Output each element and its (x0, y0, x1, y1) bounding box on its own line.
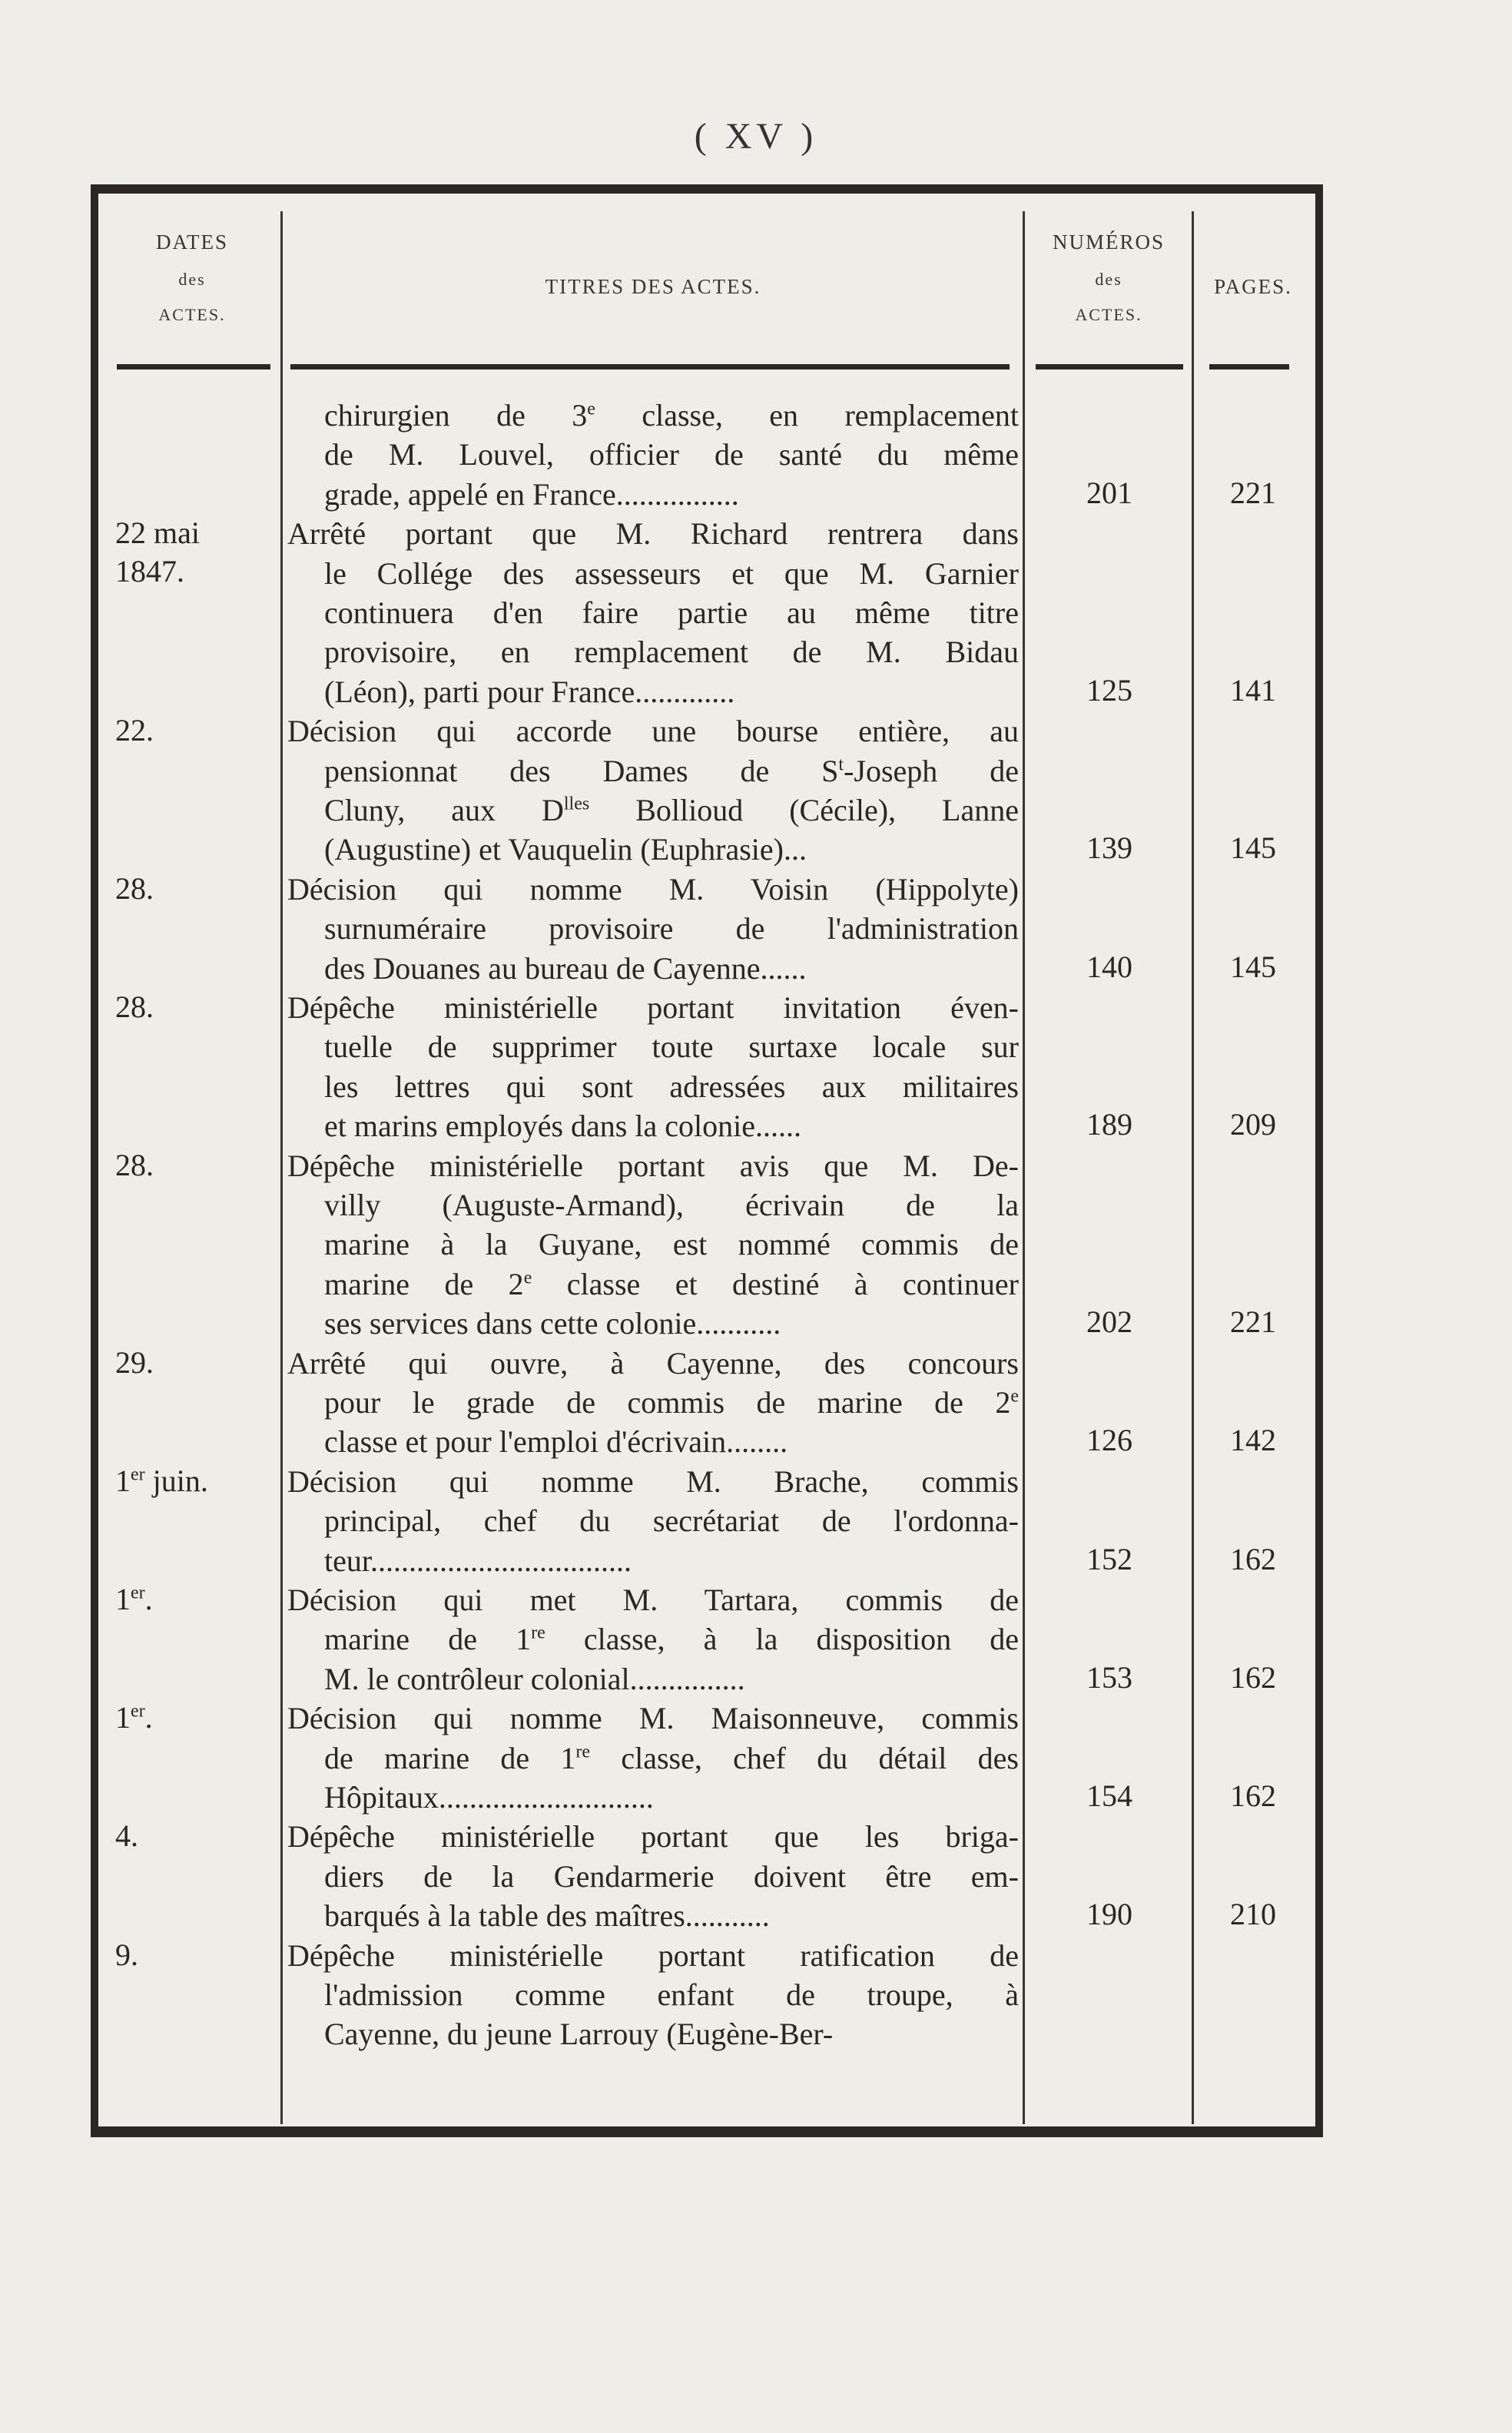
act-date-line: 1er juin. (115, 1463, 208, 1498)
act-number: 126 (1086, 1423, 1132, 1458)
act-date (115, 514, 277, 591)
header-rule-pages (1209, 364, 1289, 370)
table-bottom-rule (91, 2126, 1323, 2137)
act-title-line: Décision qui accorde une bourse entière, au (287, 714, 1019, 749)
act-title-line: ses services dans cette colonie........... (324, 1306, 781, 1341)
act-date (115, 1936, 277, 1974)
act-title-line: Dépêche ministérielle portant que les briga- (287, 1819, 1019, 1855)
act-page: 162 (1230, 1541, 1276, 1576)
act-title-line: l'admission comme enfant de troupe, à (324, 1977, 1019, 2012)
act-title-line: Cayenne, du jeune Larrouy (Eugène-Ber- (324, 2017, 834, 2052)
act-title-line: Hôpitaux............................ (324, 1779, 654, 1815)
act-page: 209 (1230, 1107, 1276, 1142)
act-number: 125 (1086, 672, 1132, 708)
act-date-line: 1er. (115, 1700, 153, 1735)
act-title-line: Décision qui nomme M. Brache, commis (287, 1463, 1019, 1499)
act-date (115, 1580, 277, 1619)
act-title-line: Dépêche ministérielle portant avis que M. De- (287, 1148, 1019, 1183)
header-titles: TITRES DES ACTES. (545, 275, 761, 298)
act-number: 140 (1086, 949, 1132, 984)
act-page: 221 (1230, 475, 1276, 510)
act-title-line: Cluny, aux $D^{lles}$ Bollioud (Cécile), Lanne (324, 792, 1019, 827)
act-title-line: M. le contrôleur colonial............... (324, 1661, 745, 1696)
act-title-line: pensionnat des Dames de $S^t$-Joseph de (324, 753, 1019, 788)
act-title-line: le Collége des assesseurs et que M. Garnier (324, 555, 1019, 591)
header-numeros: NUMÉROS des ACTES. (1052, 230, 1166, 324)
act-title-line: Dépêche ministérielle portant ratification de (287, 1937, 1019, 1973)
act-title-line: Arrêté portant que M. Richard rentrera dans (287, 516, 1019, 552)
act-date-line: 28. (115, 870, 154, 906)
act-title-line: de M. Louvel, officier de santé du même (324, 437, 1019, 472)
act-date (115, 711, 277, 750)
act-title-line: teur.................................. (324, 1543, 632, 1578)
act-date-line: 28. (115, 989, 154, 1024)
act-date (115, 1344, 277, 1382)
column-divider-titles (1023, 211, 1025, 2124)
act-title-line: et marins employés dans la colonie...... (324, 1109, 801, 1144)
act-page: 210 (1230, 1897, 1276, 1932)
act-title-line: les lettres qui sont adressées aux militaires (324, 1069, 1019, 1104)
act-number: 190 (1086, 1897, 1132, 1932)
act-date-line: 9. (115, 1937, 138, 1972)
act-page: 162 (1230, 1778, 1276, 1813)
act-number: 189 (1086, 1107, 1132, 1142)
act-number: 202 (1086, 1304, 1132, 1340)
column-divider-dates (280, 211, 283, 2124)
header-rule-numeros (1036, 364, 1183, 370)
act-title-line: provisoire, en remplacement de M. Bidau (324, 635, 1019, 670)
act-number: 154 (1086, 1778, 1132, 1813)
act-title-line: (Augustine) et Vauquelin (Euphrasie)... (324, 832, 807, 867)
page-number: ( XV ) (694, 116, 818, 157)
act-page: 162 (1230, 1659, 1276, 1695)
act-title-line: pour le grade de commis de marine de 2e (324, 1384, 1019, 1420)
act-date-line: 22. (115, 713, 154, 748)
act-date-line: 1er. (115, 1582, 153, 1616)
act-title-line: Dépêche ministérielle portant invitation éven- (287, 990, 1019, 1025)
act-title-line: Décision qui met M. Tartara, commis de (287, 1583, 1019, 1617)
act-number: 139 (1086, 830, 1132, 866)
act-date (115, 870, 277, 908)
act-page: 221 (1230, 1304, 1276, 1340)
act-date (115, 1699, 277, 1737)
act-date-line: 22 mai (115, 515, 200, 551)
act-title-line: surnuméraire provisoire de l'administration (324, 911, 1019, 946)
act-date (115, 988, 277, 1026)
act-title-line: classe et pour l'emploi d'écrivain........ (324, 1424, 788, 1460)
header-dates: DATES des ACTES. (155, 230, 228, 324)
act-title-line: villy (Auguste-Armand), écrivain de la (324, 1187, 1019, 1222)
table-top-rule (91, 184, 1323, 194)
act-date-line: 29. (115, 1344, 154, 1380)
act-page: 145 (1230, 949, 1276, 984)
act-number: 152 (1086, 1541, 1132, 1576)
act-date-line: 4. (115, 1818, 138, 1854)
act-title-line: diers de la Gendarmerie doivent être em- (324, 1858, 1019, 1894)
column-divider-numeros (1192, 211, 1194, 2124)
act-title-line: de marine de 1re classe, chef du détail des (324, 1740, 1019, 1775)
header-rule-dates (117, 364, 270, 370)
act-title-line: chirurgien de 3e classe, en remplacement (324, 398, 1020, 433)
act-page: 142 (1230, 1423, 1276, 1458)
act-date (115, 1146, 277, 1185)
act-title-line: barqués à la table des maîtres........... (324, 1898, 770, 1934)
act-date-line: 28. (115, 1147, 154, 1182)
act-title-line: marine de 2e classe et destiné à continuer (324, 1266, 1020, 1301)
header-pages: PAGES. (1214, 275, 1292, 298)
act-page: 145 (1230, 830, 1276, 866)
act-title-line: tuelle de supprimer toute surtaxe locale sur (324, 1029, 1019, 1065)
act-title-line: Arrêté qui ouvre, à Cayenne, des concours (287, 1345, 1019, 1381)
act-title-line: des Douanes au bureau de Cayenne...... (324, 950, 807, 986)
act-title-line: Décision qui nomme M. Maisonneuve, commis (287, 1701, 1019, 1736)
act-date-line: 1847. (115, 554, 184, 589)
act-number: 201 (1086, 475, 1132, 510)
act-title-line: Décision qui nomme M. Voisin (Hippolyte) (287, 871, 1019, 907)
act-title-line: grade, appelé en France................ (324, 476, 739, 512)
header-rule-titles (290, 364, 1010, 370)
act-title-line: marine à la Guyane, est nommé commis de (324, 1227, 1019, 1262)
act-title-line: (Léon), parti pour France............. (324, 674, 735, 709)
act-number: 153 (1086, 1659, 1132, 1695)
act-title-line: principal, chef du secrétariat de l'ordonna- (324, 1503, 1019, 1539)
act-page: 141 (1230, 672, 1276, 708)
act-title-line: marine de 1re classe, à la disposition de (324, 1622, 1020, 1657)
act-title-line: continuera d'en faire partie au même titre (324, 595, 1019, 630)
act-date (115, 1817, 277, 1855)
act-date (115, 1462, 277, 1500)
